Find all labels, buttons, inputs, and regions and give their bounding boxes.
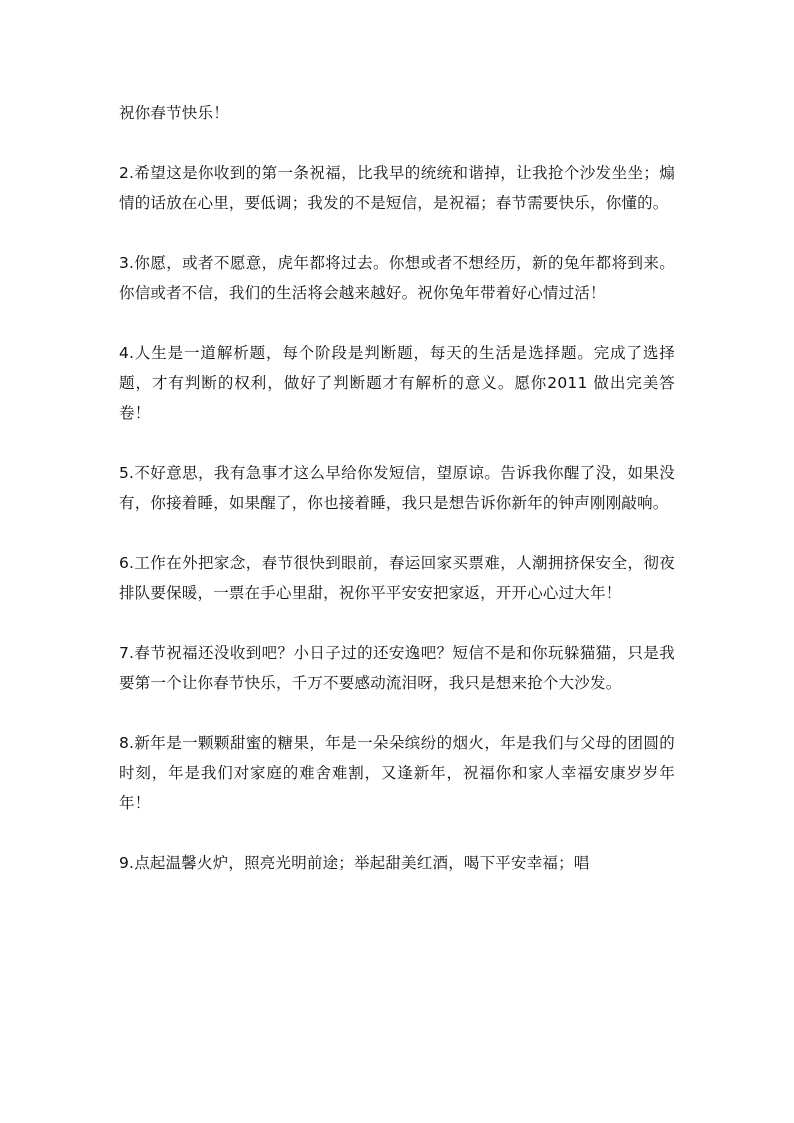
paragraph-6: 6.工作在外把家念，春节很快到眼前，春运回家买票难，人潮拥挤保安全，彻夜排队要保暖，一票在手心里甜，祝你平平安安把家返，开开心心过大年！ bbox=[119, 554, 675, 602]
paragraph-4: 4.人生是一道解析题，每个阶段是判断题，每天的生活是选择题。完成了选择题，才有判断的权利，做好了判断题才有解析的意义。愿你2011 做出完美答卷！ bbox=[119, 344, 675, 422]
paragraph-8: 8.新年是一颗颗甜蜜的糖果，年是一朵朵缤纷的烟火，年是我们与父母的团圆的时刻，年是我们对家庭的难舍难割，又逢新年，祝福你和家人幸福安康岁岁年年！ bbox=[119, 734, 675, 812]
paragraph-7: 7.春节祝福还没收到吧？小日子过的还安逸吧？短信不是和你玩躲猫猫，只是我要第一个让你春节快乐，千万不要感动流泪呀，我只是想来抢个大沙发。 bbox=[119, 644, 675, 692]
paragraph-3: 3.你愿，或者不愿意，虎年都将过去。你想或者不想经历，新的兔年都将到来。你信或者不信，我们的生活将会越来越好。祝你兔年带着好心情过活！ bbox=[119, 254, 675, 302]
paragraph-5: 5.不好意思，我有急事才这么早给你发短信，望原谅。告诉我你醒了没，如果没有，你接着睡，如果醒了，你也接着睡，我只是想告诉你新年的钟声刚刚敲响。 bbox=[119, 464, 675, 512]
paragraph-9: 9.点起温馨火炉，照亮光明前途；举起甜美红酒，喝下平安幸福；唱 bbox=[119, 854, 590, 872]
paragraph-2: 2.希望这是你收到的第一条祝福，比我早的统统和谐掉，让我抢个沙发坐坐；煽情的话放在心里，要低调；我发的不是短信，是祝福；春节需要快乐，你懂的。 bbox=[119, 164, 675, 212]
document-body bbox=[119, 98, 675, 908]
paragraph-1: 祝你春节快乐！ bbox=[119, 104, 229, 122]
